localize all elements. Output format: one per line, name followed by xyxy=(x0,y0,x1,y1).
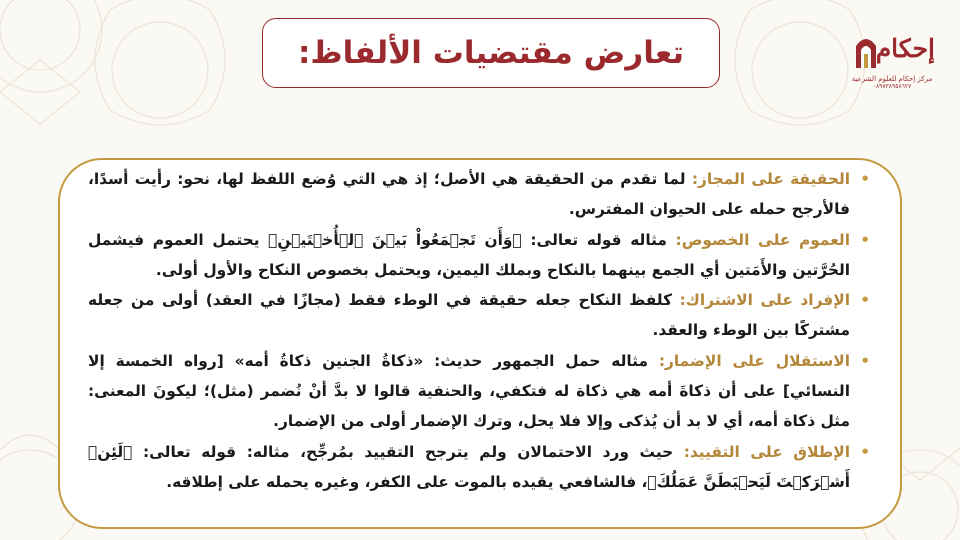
bullet-icon: • xyxy=(860,170,870,188)
list-item xyxy=(88,285,872,346)
item-text: مثاله حمل الجمهور حديث: «ذكاةُ الجنين ذكاةُ أمه» [رواه الخمسة إلا النسائي] على أن ذكاةَ أمه هي ذكاة له فتكفي، والحنفية قالوا لا بدَّ أنْ نُضمر (مثل)؛ ليكونَ المعنى: مثل ذكاة أمه، أي لا بد أن يُذكى وإلا فلا يحل، وترك الإضمار أولى من الإضمار. xyxy=(88,351,850,431)
list-item xyxy=(88,164,872,225)
content-panel xyxy=(58,158,902,529)
item-term: الإفراد على الاشتراك: xyxy=(679,291,850,310)
logo-subtitle: مركز إحكام للعلوم الشرعية xyxy=(851,75,933,83)
item-text: لما تقدم من الحقيقة هي الأصل؛ إذ هي التي وُضع اللفظ لها، نحو: رأيت أسدًا، فالأرجح حمله على الحيوان المفترس. xyxy=(88,170,850,219)
list-item xyxy=(88,225,872,286)
item-text: مثاله قوله تعالى: ﴿وَأَن تَجۡمَعُواْ بَيۡنَ ٱلۡأُخۡتَيۡنِ﴾ يحتمل العموم فيشمل الحُرَّتين والأَمَتين أي الجمع بينهما بالنكاح وبملك اليمين، ويحتمل بخصوص النكاح والأول أولى. xyxy=(88,230,850,279)
item-text: حيث ورد الاحتمالان ولم يترجح التقييد بمُرجِّح، مثاله: قوله تعالى: ﴿لَئِنۡ أَشۡرَكۡتَ لَيَحۡبَطَنَّ عَمَلُكَ﴾، فالشافعي يقيده بالموت على الكفر، وغيره يحمله على إطلاقه. xyxy=(88,442,850,491)
slide-title: تعارض مقتضيات الألفاظ: xyxy=(298,35,684,71)
bullet-icon: • xyxy=(860,291,870,310)
bullet-icon: • xyxy=(860,442,870,461)
title-banner xyxy=(262,18,720,88)
item-term: الاستقلال على الإضمار: xyxy=(658,351,850,370)
logo-name: إحكام xyxy=(875,34,935,63)
logo-number: ٠٨٩٧٣٨٩٥٨٦٢٧ xyxy=(872,83,912,90)
item-text: كلفظ النكاح جعله حقيقة في الوطء فقط (مجازًا في العقد) أولى من جعله مشتركًا بين الوطء والعقد. xyxy=(88,291,850,340)
logo-mark xyxy=(849,28,935,74)
item-term: الإطلاق على التقييد: xyxy=(683,442,850,461)
item-term: الحقيقة على المجاز: xyxy=(691,170,850,188)
bullet-icon: • xyxy=(860,351,870,370)
list-item xyxy=(88,437,872,498)
content-list xyxy=(88,164,872,497)
list-item xyxy=(88,346,872,437)
brand-logo xyxy=(848,28,936,92)
bullet-icon: • xyxy=(860,230,870,249)
item-term: العموم على الخصوص: xyxy=(675,230,850,249)
